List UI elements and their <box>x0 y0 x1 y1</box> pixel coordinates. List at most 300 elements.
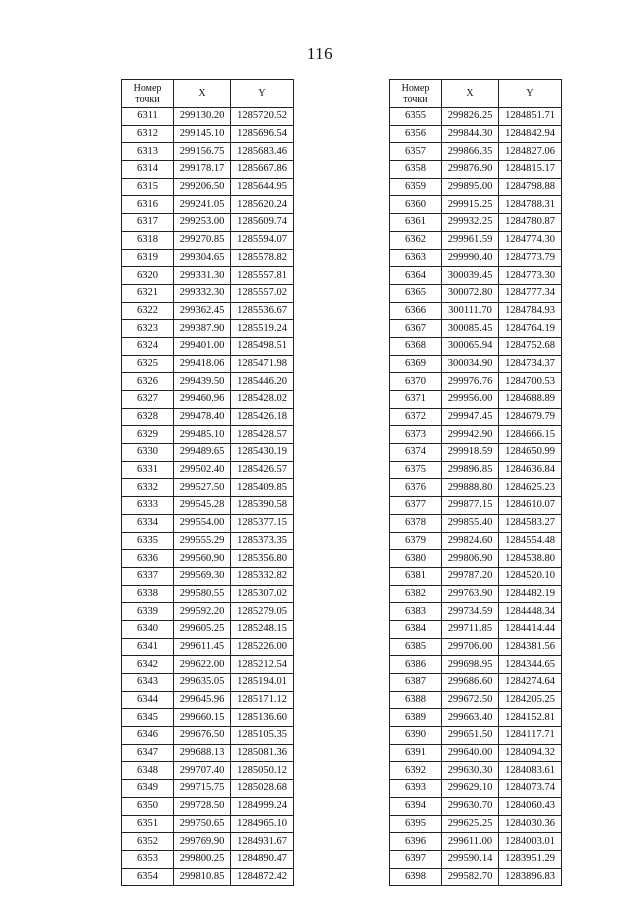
point-number-cell: 6334 <box>122 514 174 532</box>
y-coordinate-cell: 1284381.56 <box>499 638 562 656</box>
y-coordinate-cell: 1284773.79 <box>499 249 562 267</box>
x-coordinate-cell: 299844.30 <box>442 125 499 143</box>
x-coordinate-cell: 299304.65 <box>174 249 231 267</box>
point-number-cell: 6348 <box>122 762 174 780</box>
x-coordinate-cell: 299241.05 <box>174 196 231 214</box>
table-row <box>122 850 294 868</box>
point-number-cell: 6389 <box>390 709 442 727</box>
table-row <box>122 249 294 267</box>
point-number-cell: 6396 <box>390 833 442 851</box>
x-coordinate-cell: 300039.45 <box>442 267 499 285</box>
point-number-cell: 6332 <box>122 479 174 497</box>
point-number-cell: 6354 <box>122 868 174 886</box>
table-row <box>390 426 562 444</box>
table-row <box>122 709 294 727</box>
point-number-cell: 6353 <box>122 850 174 868</box>
y-coordinate-cell: 1285578.82 <box>231 249 294 267</box>
table-row <box>122 284 294 302</box>
x-coordinate-cell: 299660.15 <box>174 709 231 727</box>
y-coordinate-cell: 1284060.43 <box>499 797 562 815</box>
point-number-cell: 6370 <box>390 373 442 391</box>
header-y: Y <box>231 80 294 108</box>
table-row <box>122 868 294 886</box>
table-row <box>122 320 294 338</box>
point-number-cell: 6341 <box>122 638 174 656</box>
table-row <box>390 320 562 338</box>
page-number: 116 <box>306 44 334 63</box>
x-coordinate-cell: 299156.75 <box>174 143 231 161</box>
x-coordinate-cell: 299635.05 <box>174 674 231 692</box>
table-row <box>122 267 294 285</box>
table-row <box>390 815 562 833</box>
x-coordinate-cell: 299253.00 <box>174 214 231 232</box>
x-coordinate-cell: 299270.85 <box>174 231 231 249</box>
x-coordinate-cell: 299485.10 <box>174 426 231 444</box>
x-coordinate-cell: 299990.40 <box>442 249 499 267</box>
point-number-cell: 6366 <box>390 302 442 320</box>
table-row <box>390 780 562 798</box>
y-coordinate-cell: 1285409.85 <box>231 479 294 497</box>
point-number-cell: 6323 <box>122 320 174 338</box>
x-coordinate-cell: 299810.85 <box>174 868 231 886</box>
point-number-cell: 6360 <box>390 196 442 214</box>
table-row <box>122 196 294 214</box>
point-number-cell: 6369 <box>390 355 442 373</box>
x-coordinate-cell: 299611.00 <box>442 833 499 851</box>
y-coordinate-cell: 1284872.42 <box>231 868 294 886</box>
y-coordinate-cell: 1285050.12 <box>231 762 294 780</box>
x-coordinate-cell: 299932.25 <box>442 214 499 232</box>
point-number-cell: 6364 <box>390 267 442 285</box>
x-coordinate-cell: 299895.00 <box>442 178 499 196</box>
point-number-cell: 6374 <box>390 444 442 462</box>
x-coordinate-cell: 299715.75 <box>174 780 231 798</box>
table-row <box>390 744 562 762</box>
table-row <box>122 797 294 815</box>
x-coordinate-cell: 299956.00 <box>442 391 499 409</box>
y-coordinate-cell: 1285720.52 <box>231 108 294 126</box>
table-row <box>390 302 562 320</box>
table-row <box>122 585 294 603</box>
table-row <box>390 762 562 780</box>
point-number-cell: 6388 <box>390 691 442 709</box>
point-number-cell: 6349 <box>122 780 174 798</box>
y-coordinate-cell: 1284152.81 <box>499 709 562 727</box>
y-coordinate-cell: 1283951.29 <box>499 850 562 868</box>
table-row <box>390 691 562 709</box>
table-row <box>390 284 562 302</box>
table-row <box>122 461 294 479</box>
x-coordinate-cell: 299750.65 <box>174 815 231 833</box>
y-coordinate-cell: 1284538.80 <box>499 550 562 568</box>
point-number-cell: 6320 <box>122 267 174 285</box>
table-row <box>122 780 294 798</box>
point-number-cell: 6363 <box>390 249 442 267</box>
table-row <box>122 355 294 373</box>
point-number-cell: 6372 <box>390 408 442 426</box>
x-coordinate-cell: 299651.50 <box>442 727 499 745</box>
y-coordinate-cell: 1284003.01 <box>499 833 562 851</box>
y-coordinate-cell: 1284931.67 <box>231 833 294 851</box>
x-coordinate-cell: 300065.94 <box>442 337 499 355</box>
table-row <box>390 391 562 409</box>
point-number-cell: 6395 <box>390 815 442 833</box>
x-coordinate-cell: 299961.59 <box>442 231 499 249</box>
x-coordinate-cell: 300072.80 <box>442 284 499 302</box>
x-coordinate-cell: 299763.90 <box>442 585 499 603</box>
x-coordinate-cell: 299401.00 <box>174 337 231 355</box>
table-row <box>122 497 294 515</box>
table-row <box>122 143 294 161</box>
table-row <box>390 603 562 621</box>
point-number-cell: 6377 <box>390 497 442 515</box>
table-row <box>122 815 294 833</box>
table-row <box>122 426 294 444</box>
x-coordinate-cell: 299676.50 <box>174 727 231 745</box>
y-coordinate-cell: 1284482.19 <box>499 585 562 603</box>
point-number-cell: 6367 <box>390 320 442 338</box>
table-row <box>390 337 562 355</box>
point-number-cell: 6352 <box>122 833 174 851</box>
x-coordinate-cell: 299918.59 <box>442 444 499 462</box>
x-coordinate-cell: 299439.50 <box>174 373 231 391</box>
table-row <box>390 125 562 143</box>
table-row <box>122 178 294 196</box>
y-coordinate-cell: 1284679.79 <box>499 408 562 426</box>
point-number-cell: 6319 <box>122 249 174 267</box>
y-coordinate-cell: 1285226.00 <box>231 638 294 656</box>
x-coordinate-cell: 299800.25 <box>174 850 231 868</box>
x-coordinate-cell: 299976.76 <box>442 373 499 391</box>
y-coordinate-cell: 1285609.74 <box>231 214 294 232</box>
point-number-cell: 6391 <box>390 744 442 762</box>
header-point-line1: Номер <box>401 82 430 94</box>
table-row <box>390 709 562 727</box>
point-number-cell: 6327 <box>122 391 174 409</box>
x-coordinate-cell: 299942.90 <box>442 426 499 444</box>
y-coordinate-cell: 1285426.57 <box>231 461 294 479</box>
y-coordinate-cell: 1284666.15 <box>499 426 562 444</box>
table-row <box>122 337 294 355</box>
x-coordinate-cell: 299554.00 <box>174 514 231 532</box>
x-coordinate-cell: 299663.40 <box>442 709 499 727</box>
point-number-cell: 6344 <box>122 691 174 709</box>
y-coordinate-cell: 1284827.06 <box>499 143 562 161</box>
y-coordinate-cell: 1285683.46 <box>231 143 294 161</box>
y-coordinate-cell: 1285667.86 <box>231 161 294 179</box>
point-number-cell: 6329 <box>122 426 174 444</box>
coordinates-table-left <box>121 79 294 886</box>
table-row <box>390 231 562 249</box>
table-row <box>122 231 294 249</box>
point-number-cell: 6350 <box>122 797 174 815</box>
point-number-cell: 6326 <box>122 373 174 391</box>
point-number-cell: 6312 <box>122 125 174 143</box>
point-number-cell: 6378 <box>390 514 442 532</box>
point-number-cell: 6385 <box>390 638 442 656</box>
y-coordinate-cell: 1285498.51 <box>231 337 294 355</box>
header-point-line2: точки <box>135 93 160 105</box>
x-coordinate-cell: 299640.00 <box>442 744 499 762</box>
x-coordinate-cell: 299611.45 <box>174 638 231 656</box>
point-number-cell: 6338 <box>122 585 174 603</box>
table-row <box>390 797 562 815</box>
x-coordinate-cell: 299806.90 <box>442 550 499 568</box>
table-body <box>390 108 562 886</box>
x-coordinate-cell: 299418.06 <box>174 355 231 373</box>
point-number-cell: 6346 <box>122 727 174 745</box>
y-coordinate-cell: 1284094.32 <box>499 744 562 762</box>
table-row <box>390 355 562 373</box>
header-point-number <box>122 80 174 108</box>
point-number-cell: 6376 <box>390 479 442 497</box>
y-coordinate-cell: 1285212.54 <box>231 656 294 674</box>
header-point-line2: точки <box>403 93 428 105</box>
point-number-cell: 6380 <box>390 550 442 568</box>
point-number-cell: 6358 <box>390 161 442 179</box>
x-coordinate-cell: 299489.65 <box>174 444 231 462</box>
y-coordinate-cell: 1284117.71 <box>499 727 562 745</box>
x-coordinate-cell: 299362.45 <box>174 302 231 320</box>
y-coordinate-cell: 1285696.54 <box>231 125 294 143</box>
point-number-cell: 6324 <box>122 337 174 355</box>
table-row <box>390 108 562 126</box>
y-coordinate-cell: 1284788.31 <box>499 196 562 214</box>
y-coordinate-cell: 1285105.35 <box>231 727 294 745</box>
y-coordinate-cell: 1284650.99 <box>499 444 562 462</box>
y-coordinate-cell: 1284636.84 <box>499 461 562 479</box>
y-coordinate-cell: 1285430.19 <box>231 444 294 462</box>
table-row <box>122 532 294 550</box>
y-coordinate-cell: 1284773.30 <box>499 267 562 285</box>
x-coordinate-cell: 299331.30 <box>174 267 231 285</box>
point-number-cell: 6387 <box>390 674 442 692</box>
point-number-cell: 6361 <box>390 214 442 232</box>
y-coordinate-cell: 1285536.67 <box>231 302 294 320</box>
x-coordinate-cell: 299824.60 <box>442 532 499 550</box>
y-coordinate-cell: 1285644.95 <box>231 178 294 196</box>
point-number-cell: 6314 <box>122 161 174 179</box>
table-row <box>122 674 294 692</box>
y-coordinate-cell: 1285307.02 <box>231 585 294 603</box>
table-row <box>390 249 562 267</box>
point-number-cell: 6390 <box>390 727 442 745</box>
x-coordinate-cell: 300111.70 <box>442 302 499 320</box>
point-number-cell: 6311 <box>122 108 174 126</box>
y-coordinate-cell: 1284610.07 <box>499 497 562 515</box>
point-number-cell: 6398 <box>390 868 442 886</box>
table-row <box>390 868 562 886</box>
point-number-cell: 6362 <box>390 231 442 249</box>
x-coordinate-cell: 299630.30 <box>442 762 499 780</box>
y-coordinate-cell: 1284274.64 <box>499 674 562 692</box>
y-coordinate-cell: 1285028.68 <box>231 780 294 798</box>
y-coordinate-cell: 1285446.20 <box>231 373 294 391</box>
table-row <box>390 143 562 161</box>
y-coordinate-cell: 1284780.87 <box>499 214 562 232</box>
table-row <box>122 691 294 709</box>
table-row <box>122 744 294 762</box>
header-x: X <box>442 80 499 108</box>
y-coordinate-cell: 1284583.27 <box>499 514 562 532</box>
y-coordinate-cell: 1284083.61 <box>499 762 562 780</box>
table-row <box>390 408 562 426</box>
x-coordinate-cell: 299707.40 <box>174 762 231 780</box>
x-coordinate-cell: 299711.85 <box>442 620 499 638</box>
y-coordinate-cell: 1284774.30 <box>499 231 562 249</box>
point-number-cell: 6343 <box>122 674 174 692</box>
x-coordinate-cell: 299592.20 <box>174 603 231 621</box>
table-row <box>122 479 294 497</box>
x-coordinate-cell: 299178.17 <box>174 161 231 179</box>
y-coordinate-cell: 1285081.36 <box>231 744 294 762</box>
y-coordinate-cell: 1285377.15 <box>231 514 294 532</box>
x-coordinate-cell: 299947.45 <box>442 408 499 426</box>
y-coordinate-cell: 1284752.68 <box>499 337 562 355</box>
y-coordinate-cell: 1284890.47 <box>231 850 294 868</box>
point-number-cell: 6379 <box>390 532 442 550</box>
point-number-cell: 6373 <box>390 426 442 444</box>
y-coordinate-cell: 1284520.10 <box>499 567 562 585</box>
x-coordinate-cell: 299686.60 <box>442 674 499 692</box>
point-number-cell: 6386 <box>390 656 442 674</box>
y-coordinate-cell: 1284815.17 <box>499 161 562 179</box>
point-number-cell: 6339 <box>122 603 174 621</box>
y-coordinate-cell: 1284688.89 <box>499 391 562 409</box>
x-coordinate-cell: 299629.10 <box>442 780 499 798</box>
point-number-cell: 6368 <box>390 337 442 355</box>
table-row <box>122 302 294 320</box>
table-row <box>390 497 562 515</box>
table-row <box>122 550 294 568</box>
point-number-cell: 6359 <box>390 178 442 196</box>
point-number-cell: 6365 <box>390 284 442 302</box>
y-coordinate-cell: 1284842.94 <box>499 125 562 143</box>
table-row <box>390 620 562 638</box>
point-number-cell: 6337 <box>122 567 174 585</box>
table-row <box>122 391 294 409</box>
table-row <box>390 656 562 674</box>
point-number-cell: 6357 <box>390 143 442 161</box>
y-coordinate-cell: 1284999.24 <box>231 797 294 815</box>
point-number-cell: 6318 <box>122 231 174 249</box>
point-number-cell: 6351 <box>122 815 174 833</box>
table-row <box>122 161 294 179</box>
x-coordinate-cell: 299672.50 <box>442 691 499 709</box>
y-coordinate-cell: 1285356.80 <box>231 550 294 568</box>
point-number-cell: 6328 <box>122 408 174 426</box>
point-number-cell: 6315 <box>122 178 174 196</box>
table-row <box>390 161 562 179</box>
table-row <box>122 214 294 232</box>
table-row <box>122 620 294 638</box>
y-coordinate-cell: 1284965.10 <box>231 815 294 833</box>
table-row <box>390 638 562 656</box>
x-coordinate-cell: 299728.50 <box>174 797 231 815</box>
y-coordinate-cell: 1285428.02 <box>231 391 294 409</box>
x-coordinate-cell: 299877.15 <box>442 497 499 515</box>
x-coordinate-cell: 299130.20 <box>174 108 231 126</box>
point-number-cell: 6384 <box>390 620 442 638</box>
table-row <box>122 514 294 532</box>
point-number-cell: 6345 <box>122 709 174 727</box>
y-coordinate-cell: 1285471.98 <box>231 355 294 373</box>
y-coordinate-cell: 1284798.88 <box>499 178 562 196</box>
x-coordinate-cell: 299387.90 <box>174 320 231 338</box>
y-coordinate-cell: 1284414.44 <box>499 620 562 638</box>
table-row <box>390 479 562 497</box>
x-coordinate-cell: 299769.90 <box>174 833 231 851</box>
y-coordinate-cell: 1284700.53 <box>499 373 562 391</box>
point-number-cell: 6321 <box>122 284 174 302</box>
table-row <box>390 444 562 462</box>
y-coordinate-cell: 1285332.82 <box>231 567 294 585</box>
table-row <box>390 674 562 692</box>
x-coordinate-cell: 299866.35 <box>442 143 499 161</box>
table-row <box>390 514 562 532</box>
table-header <box>122 80 294 108</box>
x-coordinate-cell: 299580.55 <box>174 585 231 603</box>
point-number-cell: 6313 <box>122 143 174 161</box>
y-coordinate-cell: 1285557.81 <box>231 267 294 285</box>
x-coordinate-cell: 300085.45 <box>442 320 499 338</box>
y-coordinate-cell: 1285136.60 <box>231 709 294 727</box>
x-coordinate-cell: 299332.30 <box>174 284 231 302</box>
table-header <box>390 80 562 108</box>
point-number-cell: 6393 <box>390 780 442 798</box>
x-coordinate-cell: 299502.40 <box>174 461 231 479</box>
y-coordinate-cell: 1285390.58 <box>231 497 294 515</box>
point-number-cell: 6330 <box>122 444 174 462</box>
point-number-cell: 6325 <box>122 355 174 373</box>
point-number-cell: 6331 <box>122 461 174 479</box>
y-coordinate-cell: 1284851.71 <box>499 108 562 126</box>
x-coordinate-cell: 299630.70 <box>442 797 499 815</box>
x-coordinate-cell: 299560.90 <box>174 550 231 568</box>
y-coordinate-cell: 1285248.15 <box>231 620 294 638</box>
point-number-cell: 6382 <box>390 585 442 603</box>
point-number-cell: 6336 <box>122 550 174 568</box>
table-row <box>390 833 562 851</box>
point-number-cell: 6381 <box>390 567 442 585</box>
table-row <box>122 727 294 745</box>
table-row <box>122 108 294 126</box>
point-number-cell: 6333 <box>122 497 174 515</box>
x-coordinate-cell: 299582.70 <box>442 868 499 886</box>
y-coordinate-cell: 1285557.02 <box>231 284 294 302</box>
point-number-cell: 6383 <box>390 603 442 621</box>
header-point-line1: Номер <box>133 82 162 94</box>
table-row <box>390 461 562 479</box>
table-row <box>390 850 562 868</box>
table-row <box>122 833 294 851</box>
y-coordinate-cell: 1284344.65 <box>499 656 562 674</box>
y-coordinate-cell: 1284205.25 <box>499 691 562 709</box>
point-number-cell: 6317 <box>122 214 174 232</box>
table-row <box>122 373 294 391</box>
header-x: X <box>174 80 231 108</box>
point-number-cell: 6335 <box>122 532 174 550</box>
table-row <box>122 656 294 674</box>
table-row <box>122 638 294 656</box>
y-coordinate-cell: 1284030.36 <box>499 815 562 833</box>
y-coordinate-cell: 1285428.57 <box>231 426 294 444</box>
table-row <box>390 214 562 232</box>
point-number-cell: 6355 <box>390 108 442 126</box>
x-coordinate-cell: 299645.96 <box>174 691 231 709</box>
x-coordinate-cell: 299569.30 <box>174 567 231 585</box>
table-row <box>390 532 562 550</box>
